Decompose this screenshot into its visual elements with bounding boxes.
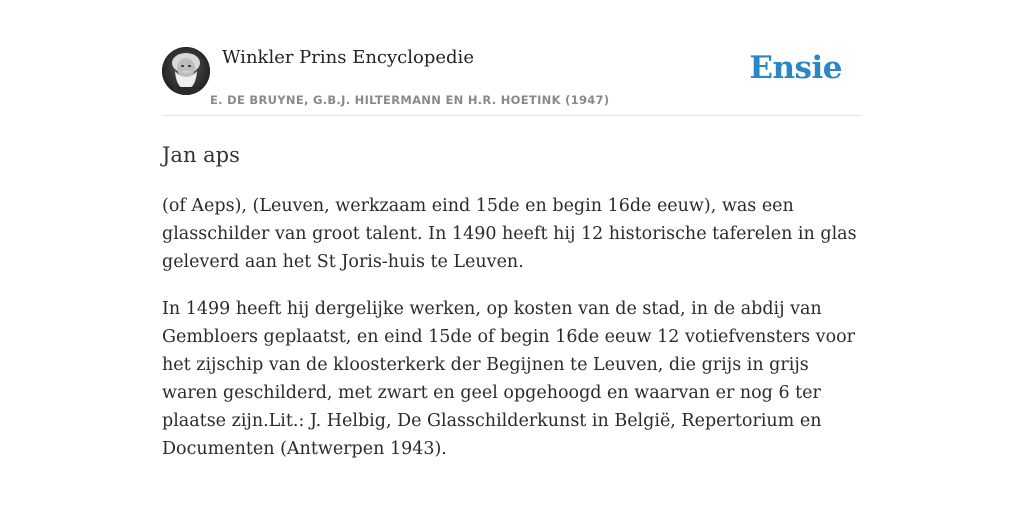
- article-title: Jan aps: [162, 143, 240, 167]
- encyclopedia-title: Winkler Prins Encyclopedie: [222, 47, 474, 68]
- article-paragraph: In 1499 heeft hij dergelijke werken, op kosten van de stad, in de abdij van Gembloers geplaatst, en eind 15de of begin 16de eeuw 12 votiefvensters voor het zijschip van de kloosterkerk der Begijnen te Leuven, die grijs in grijs waren geschilderd, met zwart en geel opgehoogd en waarvan er nog 6 ter plaatse zijn.Lit.: J. Helbig, De Glasschilderkunst in België, Repertorium en Documenten (Antwerpen 1943).: [162, 299, 856, 459]
- site-header: [162, 46, 862, 116]
- author-portrait-icon[interactable]: [162, 47, 210, 95]
- portrait-photo-icon: [162, 47, 210, 95]
- article-paragraph: (of Aeps), (Leuven, werkzaam eind 15de en begin 16de eeuw), was een glasschilder van groot talent. In 1490 heeft hij 12 historische taferelen in glas geleverd aan het St Joris-huis te Leuven.: [162, 196, 857, 272]
- ensie-logo-link[interactable]: Ensie: [749, 50, 842, 86]
- authors-line: E. DE BRUYNE, G.B.J. HILTERMANN EN H.R. HOETINK (1947): [210, 93, 610, 107]
- article-body: [162, 192, 862, 482]
